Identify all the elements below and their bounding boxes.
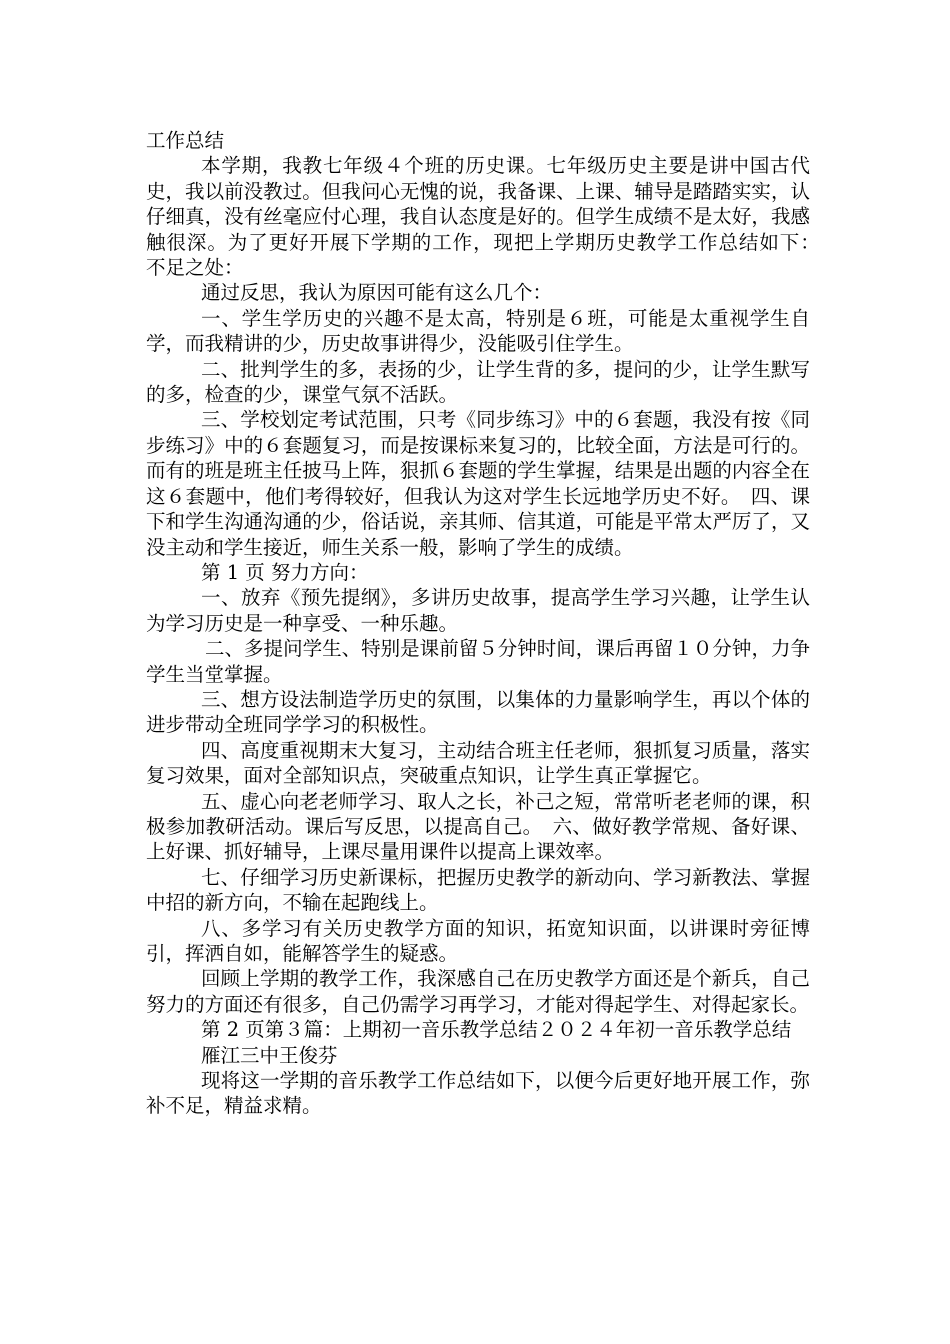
paragraph-direction-5-6: 五、虚心向老老师学习、取人之长，补己之短，常常听老老师的课，积极参加教研活动。课后写反思，以提高自己。 六、做好教学常规、备好课、上好课、抓好辅导，上课尽量用课件以提高上课效率。 [146, 789, 810, 864]
paragraph-reflection: 通过反思，我认为原因可能有这么几个： [201, 281, 553, 305]
paragraph-point-2: 二、批判学生的多，表扬的少，让学生背的多，提问的少，让学生默写的多，检查的少，课堂气氛不活跃。 [146, 357, 810, 407]
author-line: 雁江三中王俊芬 [201, 1043, 338, 1067]
document-heading: 工作总结 [146, 129, 225, 152]
paragraph-point-3-4: 三、学校划定考试范围，只考《同步练习》中的６套题，我没有按《同步练习》中的６套题复习，而是按课标来复习的，比较全面，方法是可行的。而有的班是班主任披马上阵，狠抓６套题的学生掌握，结果是出题的内容全在这６套题中，他们考得较好，但我认为这对学生长远地学历史不好。 四、课下和学生沟通沟通的少，俗话说，亲其师、信其道，可能是平常太严厉了，又没主动和学生接近，师生关系一般，影响了学生的成绩。 [146, 408, 810, 559]
document-page [146, 128, 830, 1119]
paragraph-conclusion: 回顾上学期的教学工作，我深感自己在历史教学方面还是个新兵，自己努力的方面还有很多，自己仍需学习再学习，才能对得起学生、对得起家长。 [146, 967, 810, 1016]
paragraph-direction-2: 二、多提问学生、特别是课前留５分钟时间，课后再留１０分钟，力争学生当堂掌握。 [146, 637, 810, 686]
page-marker-2-title: 第 2 页第３篇：上期初一音乐教学总结２０２４年初一音乐教学总结 [201, 1018, 792, 1042]
paragraph-direction-8: 八、多学习有关历史教学方面的知识，拓宽知识面，以讲课时旁征博引，挥洒自如，能解答学生的疑惑。 [146, 916, 810, 965]
paragraph-direction-1: 一、放弃《预先提纲》，多讲历史故事，提高学生学习兴趣，让学生认为学习历史是一种享受、一种乐趣。 [146, 586, 810, 635]
paragraph-point-1: 一、学生学历史的兴趣不是太高，特别是６班，可能是太重视学生自学，而我精讲的少，历史故事讲得少，没能吸引住学生。 [146, 306, 810, 356]
paragraph-intro: 本学期，我教七年级４个班的历史课。七年级历史主要是讲中国古代史，我以前没教过。但我问心无愧的说，我备课、上课、辅导是踏踏实实，认仔细真，没有丝毫应付心理，我自认态度是好的。但学生成绩不是太好，我感触很深。为了更好开展下学期的工作，现把上学期历史教学工作总结如下： 不足之处： [146, 154, 830, 280]
paragraph-direction-3: 三、想方设法制造学历史的氛围，以集体的力量影响学生，再以个体的进步带动全班同学学习的积极性。 [146, 687, 810, 737]
paragraph-direction-7: 七、仔细学习历史新课标，把握历史教学的新动向、学习新教法、掌握中招的新方向，不输在起跑线上。 [146, 865, 810, 915]
paragraph-direction-4: 四、高度重视期末大复习，主动结合班主任老师，狠抓复习质量，落实复习效果，面对全部知识点，突破重点知识，让学生真正掌握它。 [146, 738, 810, 788]
page-marker-1-direction: 第 1 页 努力方向： [201, 560, 369, 584]
paragraph-music-intro: 现将这一学期的音乐教学工作总结如下，以便今后更好地开展工作，弥补不足，精益求精。 [146, 1069, 810, 1118]
